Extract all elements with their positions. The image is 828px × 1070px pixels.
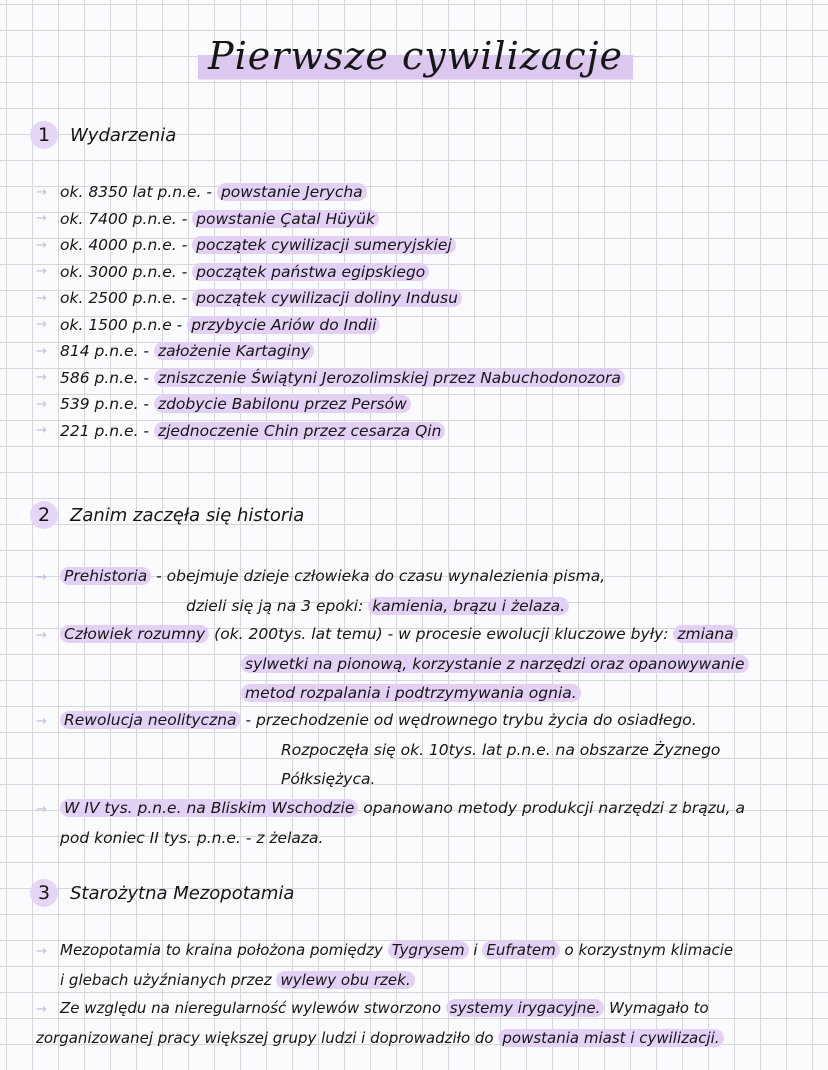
note-text: dzieli się ją na 3 epoki: <box>186 597 369 615</box>
event-row <box>36 286 462 310</box>
arrow-icon: → <box>36 343 47 359</box>
prehistoria-note <box>36 562 605 621</box>
section-2-heading <box>30 500 304 530</box>
section-number: 2 <box>30 501 58 529</box>
event-row <box>36 366 625 390</box>
note-text: pod koniec II tys. p.n.e. - z żelaza. <box>60 829 324 847</box>
event-description: powstanie Çatal Hüyük <box>192 210 379 228</box>
event-description: zjednoczenie Chin przez cesarza Qin <box>154 422 445 440</box>
term-highlight: systemy irygacyjne. <box>446 999 605 1017</box>
arrow-icon: → <box>36 237 47 253</box>
section-1-heading <box>30 120 176 150</box>
arrow-icon: → <box>36 211 47 226</box>
note-text: Ze względu na nieregularność wylewów stworzono <box>60 999 446 1017</box>
czlowiek-note <box>36 620 749 708</box>
arrow-icon: → <box>36 944 47 959</box>
note-text: o korzystnym klimacie <box>559 941 734 959</box>
note-text: (ok. 200tys. lat temu) - w procesie ewolucji kluczowe były: <box>209 625 674 643</box>
section-title: Zanim zaczęła się historia <box>70 504 305 526</box>
arrow-icon: → <box>36 802 47 817</box>
event-date: ok. 4000 p.n.e. - <box>60 236 193 254</box>
event-row <box>36 207 379 231</box>
arrow-icon: → <box>36 396 47 412</box>
note-text: - obejmuje dzieje człowieka do czasu wynalezienia pisma, <box>151 567 606 585</box>
arrow-icon: → <box>36 184 47 200</box>
arrow-icon: → <box>36 1002 47 1017</box>
term-highlight: Człowiek rozumny <box>60 625 209 643</box>
term-highlight: sylwetki na pionową, korzystanie z narzędzi oraz opanowywanie <box>241 655 749 673</box>
term-highlight: W IV tys. p.n.e. na Bliskim Wschodzie <box>60 799 358 817</box>
note-text: Wymagało to <box>604 999 709 1017</box>
note-text: Rozpoczęła się ok. 10tys. lat p.n.e. na obszarze Żyznego <box>281 741 721 759</box>
event-row <box>36 339 314 363</box>
section-number: 3 <box>30 879 58 907</box>
arrow-icon: → <box>36 628 47 643</box>
arrow-icon: → <box>36 714 47 729</box>
note-text: Mezopotamia to kraina położona pomiędzy <box>60 941 388 959</box>
event-description: powstanie Jerycha <box>217 183 367 201</box>
page-title: Pierwsze cywilizacje <box>198 28 633 84</box>
event-date: ok. 8350 lat p.n.e. - <box>60 183 217 201</box>
section-number: 1 <box>30 121 58 149</box>
event-date: 539 p.n.e. - <box>60 395 154 413</box>
term-highlight: Eufratem <box>482 941 559 959</box>
arrow-icon: → <box>36 370 47 385</box>
arrow-icon: → <box>36 264 47 279</box>
event-date: 221 p.n.e. - <box>60 421 154 440</box>
rewolucja-note <box>36 706 720 794</box>
term-highlight: kamienia, brązu i żelaza. <box>368 597 569 615</box>
term-highlight: metod rozpalania i podtrzymywania ognia. <box>241 684 581 702</box>
term-highlight: Tygrysem <box>388 941 469 959</box>
event-date: 814 p.n.e. - <box>60 342 154 360</box>
term-highlight: powstania miast i cywilizacji. <box>498 1029 723 1047</box>
event-row <box>36 260 429 284</box>
arrow-icon: → <box>36 423 47 438</box>
note-text: - przechodzenie od wędrownego trybu życia do osiadłego. <box>240 711 697 729</box>
event-date: 586 p.n.e. - <box>60 368 154 387</box>
term-highlight: zmiana <box>673 625 737 643</box>
event-row <box>36 233 456 257</box>
event-description: początek państwa egipskiego <box>192 263 429 281</box>
note-text: i glebach użyźnianych przez <box>60 971 277 989</box>
term-highlight: wylewy obu rzek. <box>276 971 414 989</box>
section-3-heading <box>30 878 294 908</box>
arrow-icon: → <box>36 290 47 306</box>
event-row <box>36 313 380 337</box>
event-date: ok. 2500 p.n.e. - <box>60 289 193 307</box>
event-description: przybycie Ariów do Indii <box>187 316 380 334</box>
mezopotamia-note-1 <box>36 936 733 995</box>
event-description: początek cywilizacji doliny Indusu <box>192 289 462 307</box>
event-row <box>36 180 367 204</box>
term-highlight: Prehistoria <box>60 567 151 585</box>
arrow-icon: → <box>36 570 47 585</box>
event-description: zdobycie Babilonu przez Persów <box>154 395 411 413</box>
section-title: Wydarzenia <box>70 124 177 146</box>
section-title: Starożytna Mezopotamia <box>70 882 295 904</box>
note-text: zorganizowanej pracy większej grupy ludzi i doprowadziło do <box>36 1029 499 1047</box>
event-date: ok. 1500 p.n.e - <box>60 315 188 334</box>
event-date: ok. 7400 p.n.e. - <box>60 209 193 228</box>
term-highlight: Rewolucja neolityczna <box>60 711 241 729</box>
arrow-icon: → <box>36 317 47 332</box>
event-row <box>36 392 411 416</box>
note-text: Półksiężyca. <box>281 770 376 788</box>
event-description: początek cywilizacji sumeryjskiej <box>192 236 456 254</box>
note-text: opanowano metody produkcji narzędzi z brązu, a <box>358 799 746 817</box>
mezopotamia-note-2 <box>36 994 724 1053</box>
note-text: i <box>468 941 483 959</box>
event-description: zniszczenie Świątyni Jerozolimskiej przez Nabuchodonozora <box>154 369 625 387</box>
event-date: ok. 3000 p.n.e. - <box>60 262 193 281</box>
iv-tys-note <box>36 794 745 853</box>
event-row <box>36 419 445 443</box>
event-description: założenie Kartaginy <box>154 342 314 360</box>
